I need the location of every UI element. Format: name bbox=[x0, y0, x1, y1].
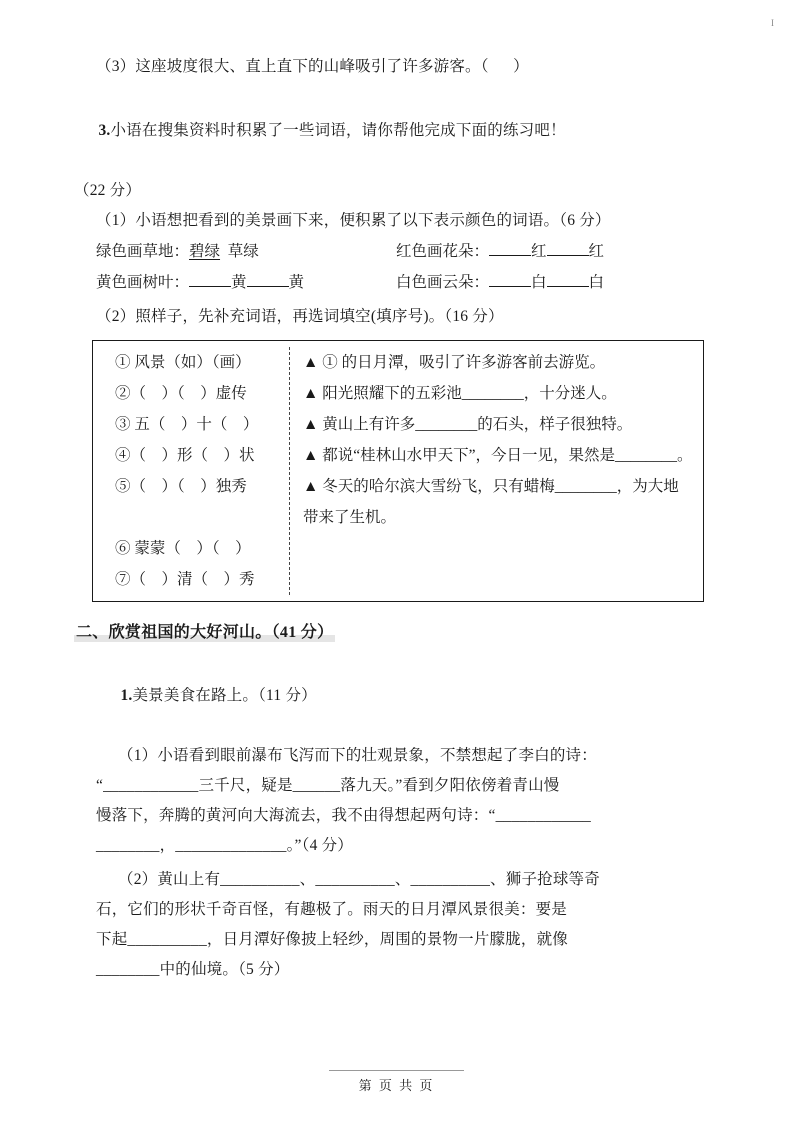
color-row2-right-b: 白 bbox=[588, 274, 605, 291]
box-row bbox=[93, 471, 703, 533]
color-row2-right-label: 白色画云朵： bbox=[396, 274, 490, 291]
box-row bbox=[93, 440, 703, 471]
box-row bbox=[93, 347, 703, 378]
color-row2-left-a: 黄 bbox=[231, 274, 247, 291]
page-content bbox=[74, 52, 722, 985]
answer-blank[interactable] bbox=[189, 286, 231, 287]
box-row bbox=[93, 564, 703, 595]
box-right-item: ▲ 黄山上有许多________的石头，样子很独特。 bbox=[303, 416, 633, 433]
section-2-heading-wrap bbox=[74, 602, 722, 647]
box-right-item: ▲ 阳光照耀下的五彩池________，十分迷人。 bbox=[303, 385, 617, 402]
box-left-item: ④（ ）形（ ）状 bbox=[115, 447, 255, 464]
word-completion-box bbox=[92, 340, 704, 602]
page-footer bbox=[0, 1070, 793, 1094]
s2-q1-1-line: “____________三千尺，疑是______落九天。”看到夕阳依傍着青山慢 bbox=[96, 777, 560, 794]
question-3-previous-item: （3）这座坡度很大、直上直下的山峰吸引了许多游客。（ ） bbox=[96, 58, 529, 75]
box-left-item: ⑦（ ）清（ ）秀 bbox=[115, 571, 255, 588]
question-3-stem bbox=[74, 86, 722, 176]
color-row1-left-a: 碧绿 bbox=[189, 243, 221, 260]
color-words-grid bbox=[96, 236, 722, 298]
box-divider bbox=[289, 347, 290, 595]
box-left-item: ②（ ）（ ）虚传 bbox=[115, 385, 247, 402]
color-row2-left-label: 黄色画树叶： bbox=[96, 274, 190, 291]
question-3-score: （22 分） bbox=[74, 182, 142, 199]
question-3-2-text: （2）照样子，先补充词语，再选词填空(填序号)。（16 分） bbox=[96, 308, 504, 325]
answer-blank[interactable] bbox=[547, 286, 589, 287]
s2-q1-1-line: 慢落下，奔腾的黄河向大海流去，我不由得想起两句诗：“____________ bbox=[96, 807, 591, 824]
color-words-row bbox=[96, 267, 722, 298]
color-row2-left-b: 黄 bbox=[288, 274, 305, 291]
color-row1-right-a: 红 bbox=[531, 243, 547, 260]
color-row2-right-a: 白 bbox=[531, 274, 547, 291]
s2-q1-1-line: ________，______________。”（4 分） bbox=[96, 837, 354, 854]
box-left-item: ③ 五（ ）十（ ） bbox=[115, 416, 259, 433]
box-left-item: ⑤（ ）（ ）独秀 bbox=[115, 478, 247, 495]
section-2-question-1-stem bbox=[96, 651, 722, 741]
s2-q1-2-line: ________中的仙境。（5 分） bbox=[96, 961, 290, 978]
section-2-question-1-score: （11 分） bbox=[258, 687, 317, 704]
color-words-left bbox=[96, 236, 396, 267]
section-2-heading: 二、欣赏祖国的大好河山。（41 分） bbox=[74, 618, 335, 643]
answer-blank[interactable] bbox=[547, 255, 589, 256]
color-words-right bbox=[396, 236, 722, 267]
color-words-left bbox=[96, 267, 396, 298]
box-row bbox=[93, 409, 703, 440]
color-words-right bbox=[396, 267, 722, 298]
color-row1-right-b: 红 bbox=[588, 243, 605, 260]
box-row bbox=[93, 378, 703, 409]
box-right-item: ▲ 冬天的哈尔滨大雪纷飞，只有蜡梅________，为大地带来了生机。 bbox=[303, 478, 679, 526]
question-3-number: 3. bbox=[98, 122, 111, 139]
answer-blank[interactable] bbox=[489, 255, 531, 256]
page-footer-text: 第 页 共 页 bbox=[329, 1070, 465, 1094]
color-words-row bbox=[96, 236, 722, 267]
section-2-question-1-text: 美景美食在路上。 bbox=[132, 687, 259, 704]
question-3-1-text: （1）小语想把看到的美景画下来，便积累了以下表示颜色的词语。（6 分） bbox=[96, 212, 611, 229]
page-corner-mark: I bbox=[771, 18, 775, 28]
box-right-item: ▲ ① 的日月潭，吸引了许多游客前去游览。 bbox=[303, 354, 606, 371]
box-left-item: ⑥ 蒙蒙（ ）（ ） bbox=[115, 540, 251, 557]
color-row1-left-label: 绿色画草地： bbox=[96, 243, 190, 260]
answer-blank[interactable] bbox=[489, 286, 531, 287]
box-row bbox=[93, 533, 703, 564]
section-2-question-1-number: 1. bbox=[120, 687, 133, 704]
box-left-item: ① 风景（如）（画） bbox=[115, 354, 251, 371]
box-right-item: ▲ 都说“桂林山水甲天下”，今日一见，果然是________。 bbox=[303, 447, 693, 464]
s2-q1-2-line: （2）黄山上有__________、__________、__________、狮子抢球等奇 bbox=[118, 871, 600, 888]
s2-q1-2-line: 石，它们的形状千奇百怪，有趣极了。雨天的日月潭风景很美：要是 bbox=[96, 901, 568, 918]
s2-q1-1-line: （1）小语看到眼前瀑布飞泻而下的壮观景象，不禁想起了李白的诗： bbox=[118, 747, 597, 764]
s2-q1-2-line: 下起__________，日月潭好像披上轻纱，周围的景物一片朦胧，就像 bbox=[96, 931, 569, 948]
answer-blank[interactable] bbox=[247, 286, 289, 287]
color-row1-right-label: 红色画花朵： bbox=[396, 243, 490, 260]
question-3-text: 小语在搜集资料时积累了一些词语，请你帮他完成下面的练习吧！ bbox=[110, 122, 566, 139]
color-row1-left-b: 草绿 bbox=[227, 243, 259, 260]
